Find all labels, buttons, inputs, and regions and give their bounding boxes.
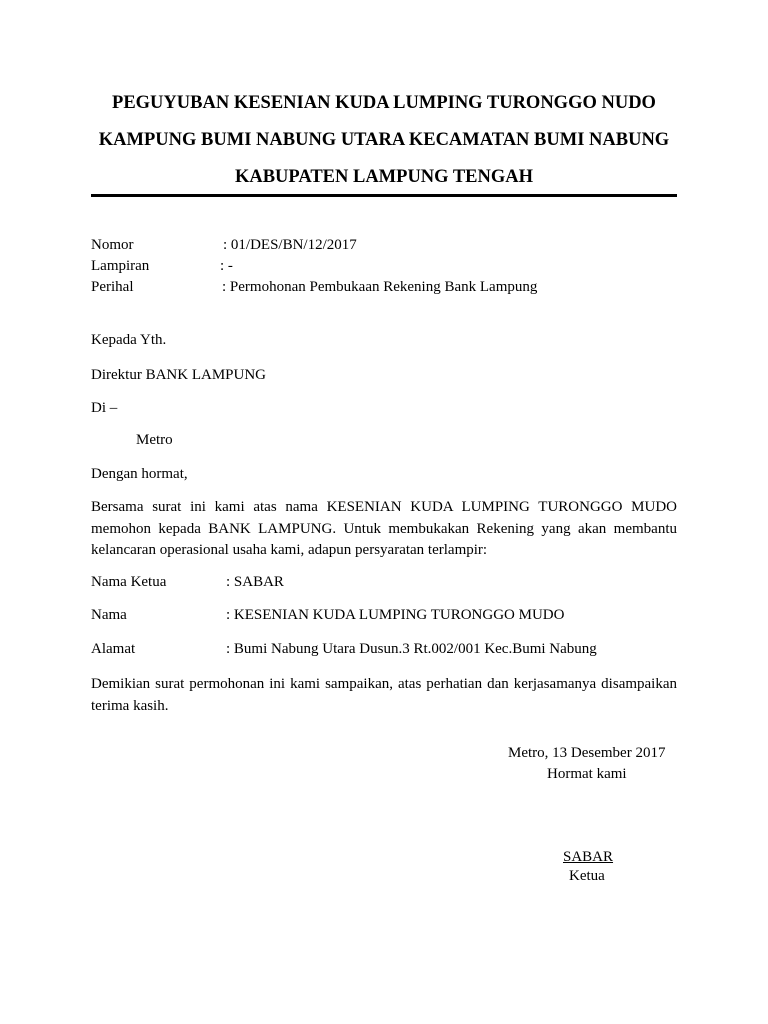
letterhead-line-2: KAMPUNG BUMI NABUNG UTARA KECAMATAN BUMI NABUNG: [98, 130, 670, 150]
recipient-direktur: Direktur BANK LAMPUNG: [91, 367, 266, 383]
signatory-title: Ketua: [569, 868, 605, 884]
recipient-city: Metro: [136, 432, 173, 448]
nama-value: : KESENIAN KUDA LUMPING TURONGGO MUDO: [226, 607, 565, 623]
lampiran-value: : -: [220, 258, 233, 274]
intro-paragraph: Bersama surat ini kami atas nama KESENIAN KUDA LUMPING TURONGGO MUDO memohon kepada BANK LAMPUNG. Untuk membukakan Rekening yang akan membantu kelancaran operasional usaha kami, adapun persyaratan terlampir:: [91, 499, 677, 558]
regards: Hormat kami: [547, 766, 627, 782]
alamat-value: : Bumi Nabung Utara Dusun.3 Rt.002/001 Kec.Bumi Nabung: [226, 641, 597, 657]
ketua-value: : SABAR: [226, 574, 284, 590]
recipient-kepada: Kepada Yth.: [91, 332, 167, 348]
alamat-label: Alamat: [91, 641, 136, 657]
letterhead-divider: [91, 194, 677, 197]
recipient-di: Di –: [91, 400, 118, 416]
closing-paragraph: Demikian surat permohonan ini kami sampaikan, atas perhatian dan kerjasamanya disampaikan terima kasih.: [91, 676, 677, 714]
lampiran-label: Lampiran: [91, 258, 150, 274]
ketua-label: Nama Ketua: [91, 574, 167, 590]
nama-label: Nama: [91, 607, 127, 623]
nomor-value: : 01/DES/BN/12/2017: [223, 237, 357, 253]
perihal-value: : Permohonan Pembukaan Rekening Bank Lampung: [222, 279, 538, 295]
perihal-label: Perihal: [91, 279, 134, 295]
letterhead-line-3: KABUPATEN LAMPUNG TENGAH: [234, 167, 534, 187]
greeting: Dengan hormat,: [91, 466, 188, 482]
place-date: Metro, 13 Desember 2017: [508, 745, 666, 761]
nomor-label: Nomor: [91, 237, 134, 253]
signatory-name: SABAR: [563, 849, 614, 865]
letterhead-line-1: PEGUYUBAN KESENIAN KUDA LUMPING TURONGGO NUDO: [112, 93, 656, 113]
